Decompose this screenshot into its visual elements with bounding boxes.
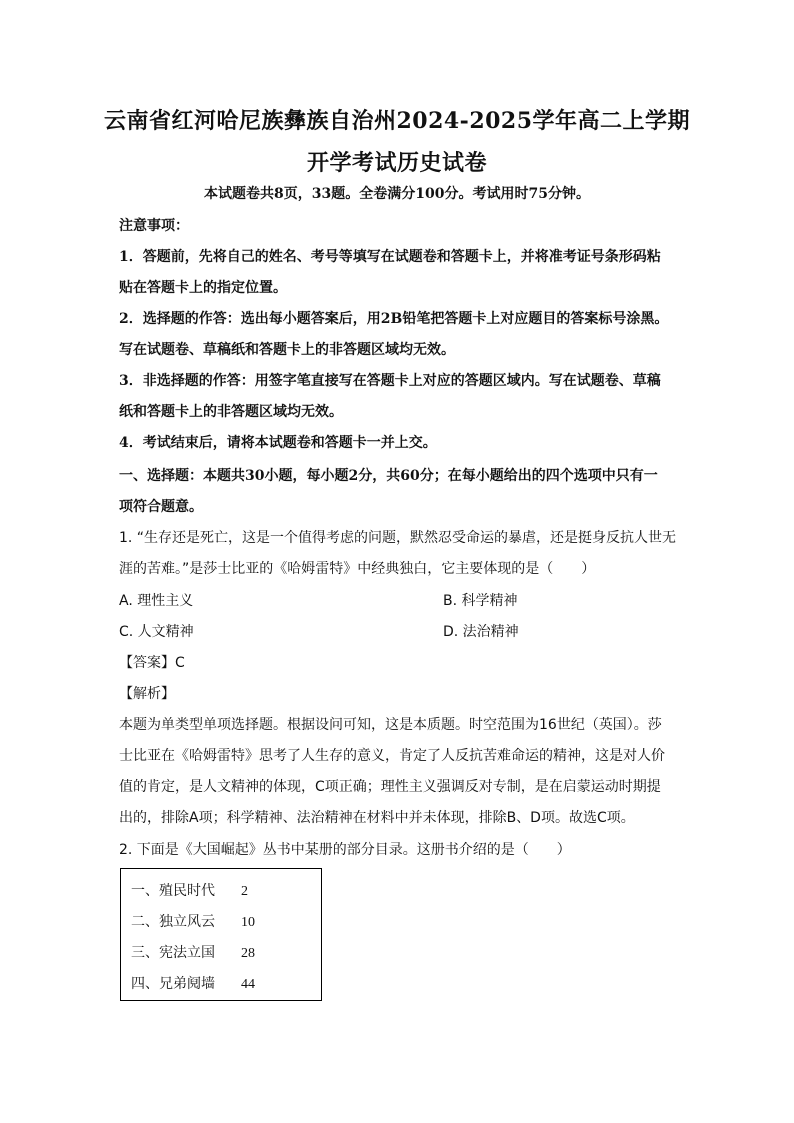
q1-option-d: D. 法治精神: [443, 624, 519, 640]
toc-chapter: 三、宪法立国: [131, 945, 215, 961]
note-line: 3．非选择题的作答：用签字笔直接写在答题卡上对应的答题区域内。写在试题卷、草稿: [119, 373, 661, 389]
note-line: 写在试题卷、草稿纸和答题卡上的非答题区域均无效。: [119, 342, 455, 358]
q1-analysis-line: 出的，排除A项；科学精神、法治精神在材料中并未体现，排除B、D项。故选C项。: [119, 810, 635, 826]
toc-row: [131, 943, 255, 964]
q2-stem: 2. 下面是《大国崛起》丛书中某册的部分目录。这册书介绍的是（ ）: [119, 842, 571, 858]
table-of-contents-box: [120, 868, 322, 1001]
page-subtitle: 开学考试历史试卷: [306, 150, 487, 176]
note-line: 4．考试结束后，请将本试题卷和答题卡一并上交。: [119, 435, 437, 451]
q1-option-b: B. 科学精神: [443, 593, 518, 609]
toc-chapter: 一、殖民时代: [131, 883, 215, 899]
q1-answer: 【答案】C: [119, 655, 185, 671]
q1-analysis-line: 本题为单类型单项选择题。根据设问可知，这是本质题。时空范围为16世纪（英国）。莎: [119, 717, 662, 733]
page-title: 云南省红河哈尼族彝族自治州2024-2025学年高二上学期: [103, 108, 691, 134]
q1-stem: 1. “生存还是死亡，这是一个值得考虑的问题，默然忍受命运的暴虐，还是挺身反抗人世无: [119, 530, 677, 546]
note-line: 贴在答题卡上的指定位置。: [119, 280, 287, 296]
exam-info: 本试题卷共8页，33题。全卷满分100分。考试用时75分钟。: [204, 186, 590, 202]
toc-page: 2: [241, 884, 248, 899]
toc-page: 44: [241, 977, 255, 992]
toc-row: [131, 912, 255, 933]
note-line: 2．选择题的作答：选出每小题答案后，用2B铅笔把答题卡上对应题目的答案标号涂黑。: [119, 311, 669, 327]
toc-row: [131, 974, 255, 995]
note-line: 纸和答题卡上的非答题区域均无效。: [119, 404, 343, 420]
toc-row: [131, 881, 248, 902]
section-heading-cont: 项符合题意。: [119, 499, 203, 515]
notes-heading: 注意事项：: [119, 218, 189, 234]
q1-option-c: C. 人文精神: [119, 624, 194, 640]
toc-page: 28: [241, 946, 255, 961]
section-heading: 一、选择题：本题共30小题，每小题2分，共60分；在每小题给出的四个选项中只有一: [119, 468, 658, 484]
toc-page: 10: [241, 915, 255, 930]
toc-chapter: 二、独立风云: [131, 914, 215, 930]
q1-analysis-line: 值的肯定，是人文精神的体现，C项正确；理性主义强调反对专制，是在启蒙运动时期提: [119, 779, 661, 795]
q1-analysis-label: 【解析】: [119, 686, 175, 702]
note-line: 1．答题前，先将自己的姓名、考号等填写在试题卷和答题卡上，并将准考证号条形码粘: [119, 249, 661, 265]
q1-option-a: A. 理性主义: [119, 593, 194, 609]
q1-analysis-line: 士比亚在《哈姆雷特》思考了人生存的意义，肯定了人反抗苦难命运的精神，这是对人价: [119, 748, 665, 764]
q1-stem-cont: 涯的苦难。”是莎士比亚的《哈姆雷特》中经典独白，它主要体现的是（ ）: [119, 561, 596, 577]
toc-chapter: 四、兄弟阋墙: [131, 976, 215, 992]
